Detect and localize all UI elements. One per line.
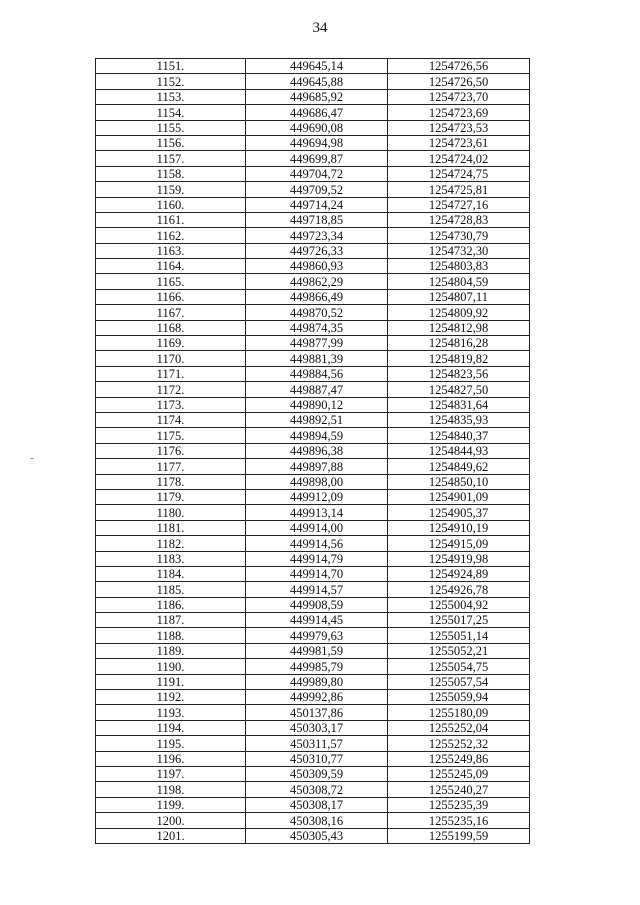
x-coordinate-cell: 450137,86 bbox=[246, 705, 388, 720]
point-number-cell: 1158. bbox=[96, 166, 246, 181]
point-number-cell: 1176. bbox=[96, 443, 246, 458]
point-number-cell: 1174. bbox=[96, 412, 246, 427]
x-coordinate-cell: 450305,43 bbox=[246, 828, 388, 843]
x-coordinate-cell: 449690,08 bbox=[246, 120, 388, 135]
y-coordinate-cell: 1254726,56 bbox=[388, 59, 530, 74]
table-row bbox=[96, 443, 530, 458]
point-number-cell: 1156. bbox=[96, 135, 246, 150]
table-row bbox=[96, 536, 530, 551]
point-number-cell: 1178. bbox=[96, 474, 246, 489]
table-row bbox=[96, 243, 530, 258]
point-number-cell: 1199. bbox=[96, 797, 246, 812]
y-coordinate-cell: 1254723,69 bbox=[388, 105, 530, 120]
point-number-cell: 1179. bbox=[96, 489, 246, 504]
x-coordinate-cell: 449718,85 bbox=[246, 212, 388, 227]
point-number-cell: 1169. bbox=[96, 336, 246, 351]
y-coordinate-cell: 1254831,64 bbox=[388, 397, 530, 412]
point-number-cell: 1182. bbox=[96, 536, 246, 551]
table-row bbox=[96, 643, 530, 658]
table-row bbox=[96, 305, 530, 320]
table-row bbox=[96, 659, 530, 674]
x-coordinate-cell: 449898,00 bbox=[246, 474, 388, 489]
y-coordinate-cell: 1255249,86 bbox=[388, 751, 530, 766]
table-row bbox=[96, 182, 530, 197]
point-number-cell: 1155. bbox=[96, 120, 246, 135]
y-coordinate-cell: 1254819,82 bbox=[388, 351, 530, 366]
x-coordinate-cell: 450311,57 bbox=[246, 736, 388, 751]
point-number-cell: 1153. bbox=[96, 89, 246, 104]
y-coordinate-cell: 1254849,62 bbox=[388, 459, 530, 474]
y-coordinate-cell: 1255180,09 bbox=[388, 705, 530, 720]
point-number-cell: 1185. bbox=[96, 582, 246, 597]
y-coordinate-cell: 1255199,59 bbox=[388, 828, 530, 843]
table-row bbox=[96, 628, 530, 643]
y-coordinate-cell: 1255252,04 bbox=[388, 720, 530, 735]
table-row bbox=[96, 135, 530, 150]
point-number-cell: 1194. bbox=[96, 720, 246, 735]
x-coordinate-cell: 449881,39 bbox=[246, 351, 388, 366]
x-coordinate-cell: 449870,52 bbox=[246, 305, 388, 320]
x-coordinate-cell: 449890,12 bbox=[246, 397, 388, 412]
y-coordinate-cell: 1255052,21 bbox=[388, 643, 530, 658]
table-row bbox=[96, 397, 530, 412]
table-row bbox=[96, 782, 530, 797]
point-number-cell: 1187. bbox=[96, 613, 246, 628]
table-row bbox=[96, 151, 530, 166]
table-row bbox=[96, 259, 530, 274]
x-coordinate-cell: 449709,52 bbox=[246, 182, 388, 197]
x-coordinate-cell: 449866,49 bbox=[246, 289, 388, 304]
x-coordinate-cell: 449704,72 bbox=[246, 166, 388, 181]
table-row bbox=[96, 120, 530, 135]
y-coordinate-cell: 1254827,50 bbox=[388, 382, 530, 397]
x-coordinate-cell: 450308,72 bbox=[246, 782, 388, 797]
table-row bbox=[96, 690, 530, 705]
x-coordinate-cell: 449884,56 bbox=[246, 366, 388, 381]
point-number-cell: 1173. bbox=[96, 397, 246, 412]
y-coordinate-cell: 1254725,81 bbox=[388, 182, 530, 197]
table-row bbox=[96, 720, 530, 735]
table-row bbox=[96, 736, 530, 751]
point-number-cell: 1191. bbox=[96, 674, 246, 689]
x-coordinate-cell: 450310,77 bbox=[246, 751, 388, 766]
table-row bbox=[96, 751, 530, 766]
x-coordinate-cell: 449914,56 bbox=[246, 536, 388, 551]
x-coordinate-cell: 449714,24 bbox=[246, 197, 388, 212]
table-row bbox=[96, 597, 530, 612]
point-number-cell: 1181. bbox=[96, 520, 246, 535]
y-coordinate-cell: 1254804,59 bbox=[388, 274, 530, 289]
point-number-cell: 1201. bbox=[96, 828, 246, 843]
point-number-cell: 1171. bbox=[96, 366, 246, 381]
x-coordinate-cell: 449645,14 bbox=[246, 59, 388, 74]
point-number-cell: 1197. bbox=[96, 766, 246, 781]
point-number-cell: 1167. bbox=[96, 305, 246, 320]
margin-mark bbox=[30, 458, 34, 459]
x-coordinate-cell: 450308,16 bbox=[246, 813, 388, 828]
coordinates-table-body bbox=[96, 59, 530, 844]
table-row bbox=[96, 212, 530, 227]
y-coordinate-cell: 1254844,93 bbox=[388, 443, 530, 458]
y-coordinate-cell: 1255059,94 bbox=[388, 690, 530, 705]
table-row bbox=[96, 382, 530, 397]
y-coordinate-cell: 1254850,10 bbox=[388, 474, 530, 489]
point-number-cell: 1165. bbox=[96, 274, 246, 289]
table-row bbox=[96, 551, 530, 566]
x-coordinate-cell: 449914,79 bbox=[246, 551, 388, 566]
y-coordinate-cell: 1254905,37 bbox=[388, 505, 530, 520]
x-coordinate-cell: 449726,33 bbox=[246, 243, 388, 258]
x-coordinate-cell: 449694,98 bbox=[246, 135, 388, 150]
point-number-cell: 1163. bbox=[96, 243, 246, 258]
table-row bbox=[96, 474, 530, 489]
table-row bbox=[96, 566, 530, 581]
y-coordinate-cell: 1254919,98 bbox=[388, 551, 530, 566]
x-coordinate-cell: 449874,35 bbox=[246, 320, 388, 335]
point-number-cell: 1168. bbox=[96, 320, 246, 335]
x-coordinate-cell: 449913,14 bbox=[246, 505, 388, 520]
point-number-cell: 1196. bbox=[96, 751, 246, 766]
y-coordinate-cell: 1255054,75 bbox=[388, 659, 530, 674]
y-coordinate-cell: 1254723,61 bbox=[388, 135, 530, 150]
point-number-cell: 1170. bbox=[96, 351, 246, 366]
table-row bbox=[96, 74, 530, 89]
x-coordinate-cell: 449989,80 bbox=[246, 674, 388, 689]
y-coordinate-cell: 1255245,09 bbox=[388, 766, 530, 781]
y-coordinate-cell: 1255057,54 bbox=[388, 674, 530, 689]
table-row bbox=[96, 366, 530, 381]
point-number-cell: 1193. bbox=[96, 705, 246, 720]
point-number-cell: 1151. bbox=[96, 59, 246, 74]
y-coordinate-cell: 1254816,28 bbox=[388, 336, 530, 351]
x-coordinate-cell: 449912,09 bbox=[246, 489, 388, 504]
table-row bbox=[96, 274, 530, 289]
point-number-cell: 1177. bbox=[96, 459, 246, 474]
x-coordinate-cell: 449914,45 bbox=[246, 613, 388, 628]
x-coordinate-cell: 449723,34 bbox=[246, 228, 388, 243]
y-coordinate-cell: 1255235,39 bbox=[388, 797, 530, 812]
y-coordinate-cell: 1254730,79 bbox=[388, 228, 530, 243]
y-coordinate-cell: 1254732,30 bbox=[388, 243, 530, 258]
table-row bbox=[96, 105, 530, 120]
table-row bbox=[96, 320, 530, 335]
table-row bbox=[96, 59, 530, 74]
y-coordinate-cell: 1254728,83 bbox=[388, 212, 530, 227]
point-number-cell: 1172. bbox=[96, 382, 246, 397]
y-coordinate-cell: 1254723,70 bbox=[388, 89, 530, 104]
point-number-cell: 1183. bbox=[96, 551, 246, 566]
table-row bbox=[96, 459, 530, 474]
table-row bbox=[96, 613, 530, 628]
x-coordinate-cell: 449860,93 bbox=[246, 259, 388, 274]
table-row bbox=[96, 412, 530, 427]
y-coordinate-cell: 1254724,02 bbox=[388, 151, 530, 166]
y-coordinate-cell: 1254724,75 bbox=[388, 166, 530, 181]
x-coordinate-cell: 449979,63 bbox=[246, 628, 388, 643]
y-coordinate-cell: 1254812,98 bbox=[388, 320, 530, 335]
x-coordinate-cell: 449645,88 bbox=[246, 74, 388, 89]
point-number-cell: 1192. bbox=[96, 690, 246, 705]
point-number-cell: 1188. bbox=[96, 628, 246, 643]
x-coordinate-cell: 449914,70 bbox=[246, 566, 388, 581]
point-number-cell: 1157. bbox=[96, 151, 246, 166]
y-coordinate-cell: 1255240,27 bbox=[388, 782, 530, 797]
y-coordinate-cell: 1254723,53 bbox=[388, 120, 530, 135]
table-row bbox=[96, 428, 530, 443]
x-coordinate-cell: 449908,59 bbox=[246, 597, 388, 612]
table-row bbox=[96, 505, 530, 520]
point-number-cell: 1190. bbox=[96, 659, 246, 674]
table-row bbox=[96, 797, 530, 812]
table-row bbox=[96, 336, 530, 351]
point-number-cell: 1198. bbox=[96, 782, 246, 797]
table-row bbox=[96, 228, 530, 243]
point-number-cell: 1154. bbox=[96, 105, 246, 120]
x-coordinate-cell: 450303,17 bbox=[246, 720, 388, 735]
table-row bbox=[96, 813, 530, 828]
point-number-cell: 1186. bbox=[96, 597, 246, 612]
point-number-cell: 1161. bbox=[96, 212, 246, 227]
x-coordinate-cell: 449896,38 bbox=[246, 443, 388, 458]
point-number-cell: 1200. bbox=[96, 813, 246, 828]
y-coordinate-cell: 1254840,37 bbox=[388, 428, 530, 443]
x-coordinate-cell: 449914,00 bbox=[246, 520, 388, 535]
point-number-cell: 1160. bbox=[96, 197, 246, 212]
table-row bbox=[96, 766, 530, 781]
table-row bbox=[96, 489, 530, 504]
point-number-cell: 1152. bbox=[96, 74, 246, 89]
y-coordinate-cell: 1254727,16 bbox=[388, 197, 530, 212]
y-coordinate-cell: 1254823,56 bbox=[388, 366, 530, 381]
point-number-cell: 1184. bbox=[96, 566, 246, 581]
table-row bbox=[96, 289, 530, 304]
x-coordinate-cell: 449914,57 bbox=[246, 582, 388, 597]
table-row bbox=[96, 351, 530, 366]
y-coordinate-cell: 1254926,78 bbox=[388, 582, 530, 597]
table-row bbox=[96, 520, 530, 535]
x-coordinate-cell: 449699,87 bbox=[246, 151, 388, 166]
x-coordinate-cell: 449981,59 bbox=[246, 643, 388, 658]
y-coordinate-cell: 1255051,14 bbox=[388, 628, 530, 643]
table-row bbox=[96, 828, 530, 843]
y-coordinate-cell: 1255235,16 bbox=[388, 813, 530, 828]
point-number-cell: 1164. bbox=[96, 259, 246, 274]
x-coordinate-cell: 449992,86 bbox=[246, 690, 388, 705]
x-coordinate-cell: 449877,99 bbox=[246, 336, 388, 351]
y-coordinate-cell: 1254835,93 bbox=[388, 412, 530, 427]
table-row bbox=[96, 89, 530, 104]
y-coordinate-cell: 1254807,11 bbox=[388, 289, 530, 304]
y-coordinate-cell: 1254809,92 bbox=[388, 305, 530, 320]
x-coordinate-cell: 449892,51 bbox=[246, 412, 388, 427]
table-row bbox=[96, 705, 530, 720]
x-coordinate-cell: 450308,17 bbox=[246, 797, 388, 812]
x-coordinate-cell: 449897,88 bbox=[246, 459, 388, 474]
y-coordinate-cell: 1254910,19 bbox=[388, 520, 530, 535]
table-row bbox=[96, 197, 530, 212]
x-coordinate-cell: 450309,59 bbox=[246, 766, 388, 781]
y-coordinate-cell: 1254924,89 bbox=[388, 566, 530, 581]
point-number-cell: 1162. bbox=[96, 228, 246, 243]
y-coordinate-cell: 1254726,50 bbox=[388, 74, 530, 89]
x-coordinate-cell: 449894,59 bbox=[246, 428, 388, 443]
y-coordinate-cell: 1254803,83 bbox=[388, 259, 530, 274]
point-number-cell: 1180. bbox=[96, 505, 246, 520]
y-coordinate-cell: 1255004,92 bbox=[388, 597, 530, 612]
table-row bbox=[96, 166, 530, 181]
page-number: 34 bbox=[312, 20, 328, 36]
y-coordinate-cell: 1255017,25 bbox=[388, 613, 530, 628]
x-coordinate-cell: 449685,92 bbox=[246, 89, 388, 104]
table-row bbox=[96, 674, 530, 689]
y-coordinate-cell: 1254901,09 bbox=[388, 489, 530, 504]
x-coordinate-cell: 449887,47 bbox=[246, 382, 388, 397]
point-number-cell: 1159. bbox=[96, 182, 246, 197]
x-coordinate-cell: 449862,29 bbox=[246, 274, 388, 289]
point-number-cell: 1189. bbox=[96, 643, 246, 658]
point-number-cell: 1175. bbox=[96, 428, 246, 443]
table-row bbox=[96, 582, 530, 597]
x-coordinate-cell: 449686,47 bbox=[246, 105, 388, 120]
y-coordinate-cell: 1254915,09 bbox=[388, 536, 530, 551]
point-number-cell: 1195. bbox=[96, 736, 246, 751]
point-number-cell: 1166. bbox=[96, 289, 246, 304]
x-coordinate-cell: 449985,79 bbox=[246, 659, 388, 674]
coordinates-table bbox=[95, 58, 530, 844]
y-coordinate-cell: 1255252,32 bbox=[388, 736, 530, 751]
